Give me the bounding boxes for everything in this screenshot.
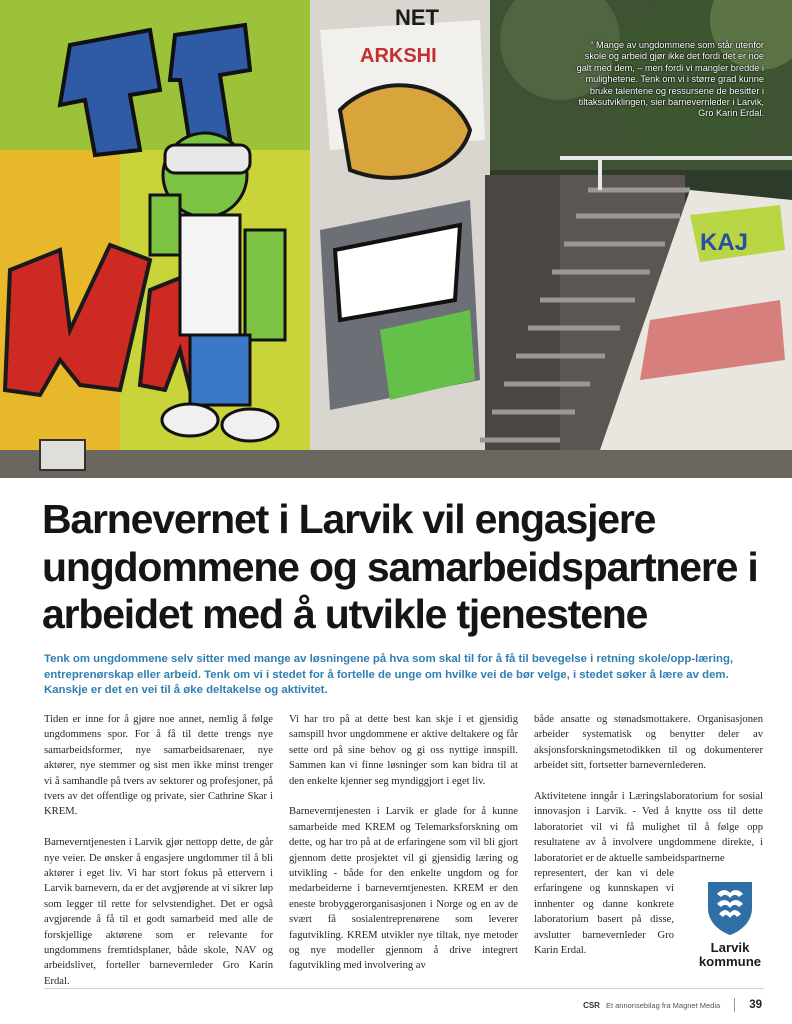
body-paragraph: representert, der kan vi dele erfaringene og kunnskapen vi innhenter og danne konkrete laboratorium basert på disse, avslutter barnevernleder Gro Karin Erdal. [534,868,674,957]
tag-kaj: KAJ [700,229,749,256]
body-paragraph: Aktivitetene inngår i Læringslaboratorium for sosial innovasjon i Larvik. - Ved å knytte oss til dette laboratoriet vil vi få mulighet til å følge opp resultatene av å involvere ungdommene direkte, i laboratoriet er de aktuelle sambeidspartnerne [534,791,763,864]
larvik-shield-icon [705,880,755,936]
tag-arkshi: ARKSHI [360,45,437,67]
footer-brand: CSR [583,1000,600,1010]
logo-name-line1: Larvik [710,940,750,955]
body-column-2 [289,712,518,989]
body-paragraph: både ansatte og stønadsmottakere. Organisasjonen arbeider systematisk og benytter deler av aksjonsforskningsmetodikken til og dokumenterer arbeidet sitt, fortsetter barnevernlederen. [534,714,763,772]
article-lead: Tenk om ungdommene selv sitter med mange av løsningene på hva som skal til for å få til bevegelse i retning skole/opp-læring, entreprenørskap eller arbeid. Tenk om vi i stedet for å fortelle de unge om hvilke vei de bør velge, i stedet søker å lære av dem. Kanskje er det en vei til å øke deltakelse og aktivitet. [44,653,734,697]
body-paragraph: Barneverntjenesten i Larvik er glade for å kunne samarbeide med KREM og Telemarksforskning om dette, og har tro på at de erfaringene som vil bli gjort gjennom dette prosjektet vil gi gjensidig læring og utvikling - både for den enkelte ungdom og for medarbeiderne i barneverntjenesten. KREM er den eneste brobyggerorganisasjonen i Norge og en av de svært få sosialentreprenørene som leverer fagutvikling. KREM utvikler nye tiltak, nye metoder og nye modeller gjennom å drive integrert fagutvikling med involvering av [289,806,518,972]
hero-photo [0,0,792,478]
page-footer [583,998,762,1012]
photo-quote: “ Mange av ungdommene som står utenfor skole og arbeid gjør ikke det fordi det er noe galt med dem, – men fordi vi mangler bredde i mulighetene. Tenk om vi i større grad kunne bruke talentene og ressursene de besitter i tiltaksutviklingen, sier barnevernleder i Larvik, Gro Karin Erdal. [576,40,764,119]
body-paragraph: Vi har tro på at dette best kan skje i et gjensidig samspill hvor ungdommene er aktive deltakere og får sette ord på sine behov og gi oss nyttige innspill. Sammen kan vi finne løsninger som kan bidra til at den enkelte kjenner seg myndiggjort i eget liv. [289,714,518,787]
body-paragraph: Tiden er inne for å gjøre noe annet, nemlig å følge ungdommens spor. For å få til dette trengs nye samarbeidsformer, nye samarbeidsarenaer, nye aktører, nye stemmer og sist men ikke minst trenger vi å samhandle på tvers av sektorer og profesjoner, på tvers av det offentlige og private, sier Cathrine Skar i KREM. [44,714,273,818]
larvik-kommune-logo [690,880,770,976]
page-number: 39 [749,999,762,1011]
footer-text: Et annonsebilag fra Magnet Media [605,1000,721,1010]
logo-name-line2: kommune [698,954,762,969]
tag-net: NET [395,5,439,30]
body-paragraph: Barneverntjenesten i Larvik gjør nettopp dette, de går nye veier. De ønsker å engasjere ungdommer til å bli aktører i eget liv. Vi har stort fokus på ettervern i Larvik barnevern, da er det avgjørende at vi sikrer løp som legger til rette for selvstendighet. Det er også avgjørende å få til et godt samarbeid med alle de forskjellige aktørene som er relevante for ungdommens fremtidsplaner, både skole, NAV og arbeidslivet, forteller barnevernleder Gro Karin Erdal. [44,837,273,987]
article-headline: Barnevernet i Larvik vil engasjere ungdommene og samarbeidspartnere i arbeidet med å utvikle tjenestene [42,496,758,637]
footer-divider [44,988,764,989]
footer-separator [734,998,735,1012]
body-column-1 [44,712,273,1005]
